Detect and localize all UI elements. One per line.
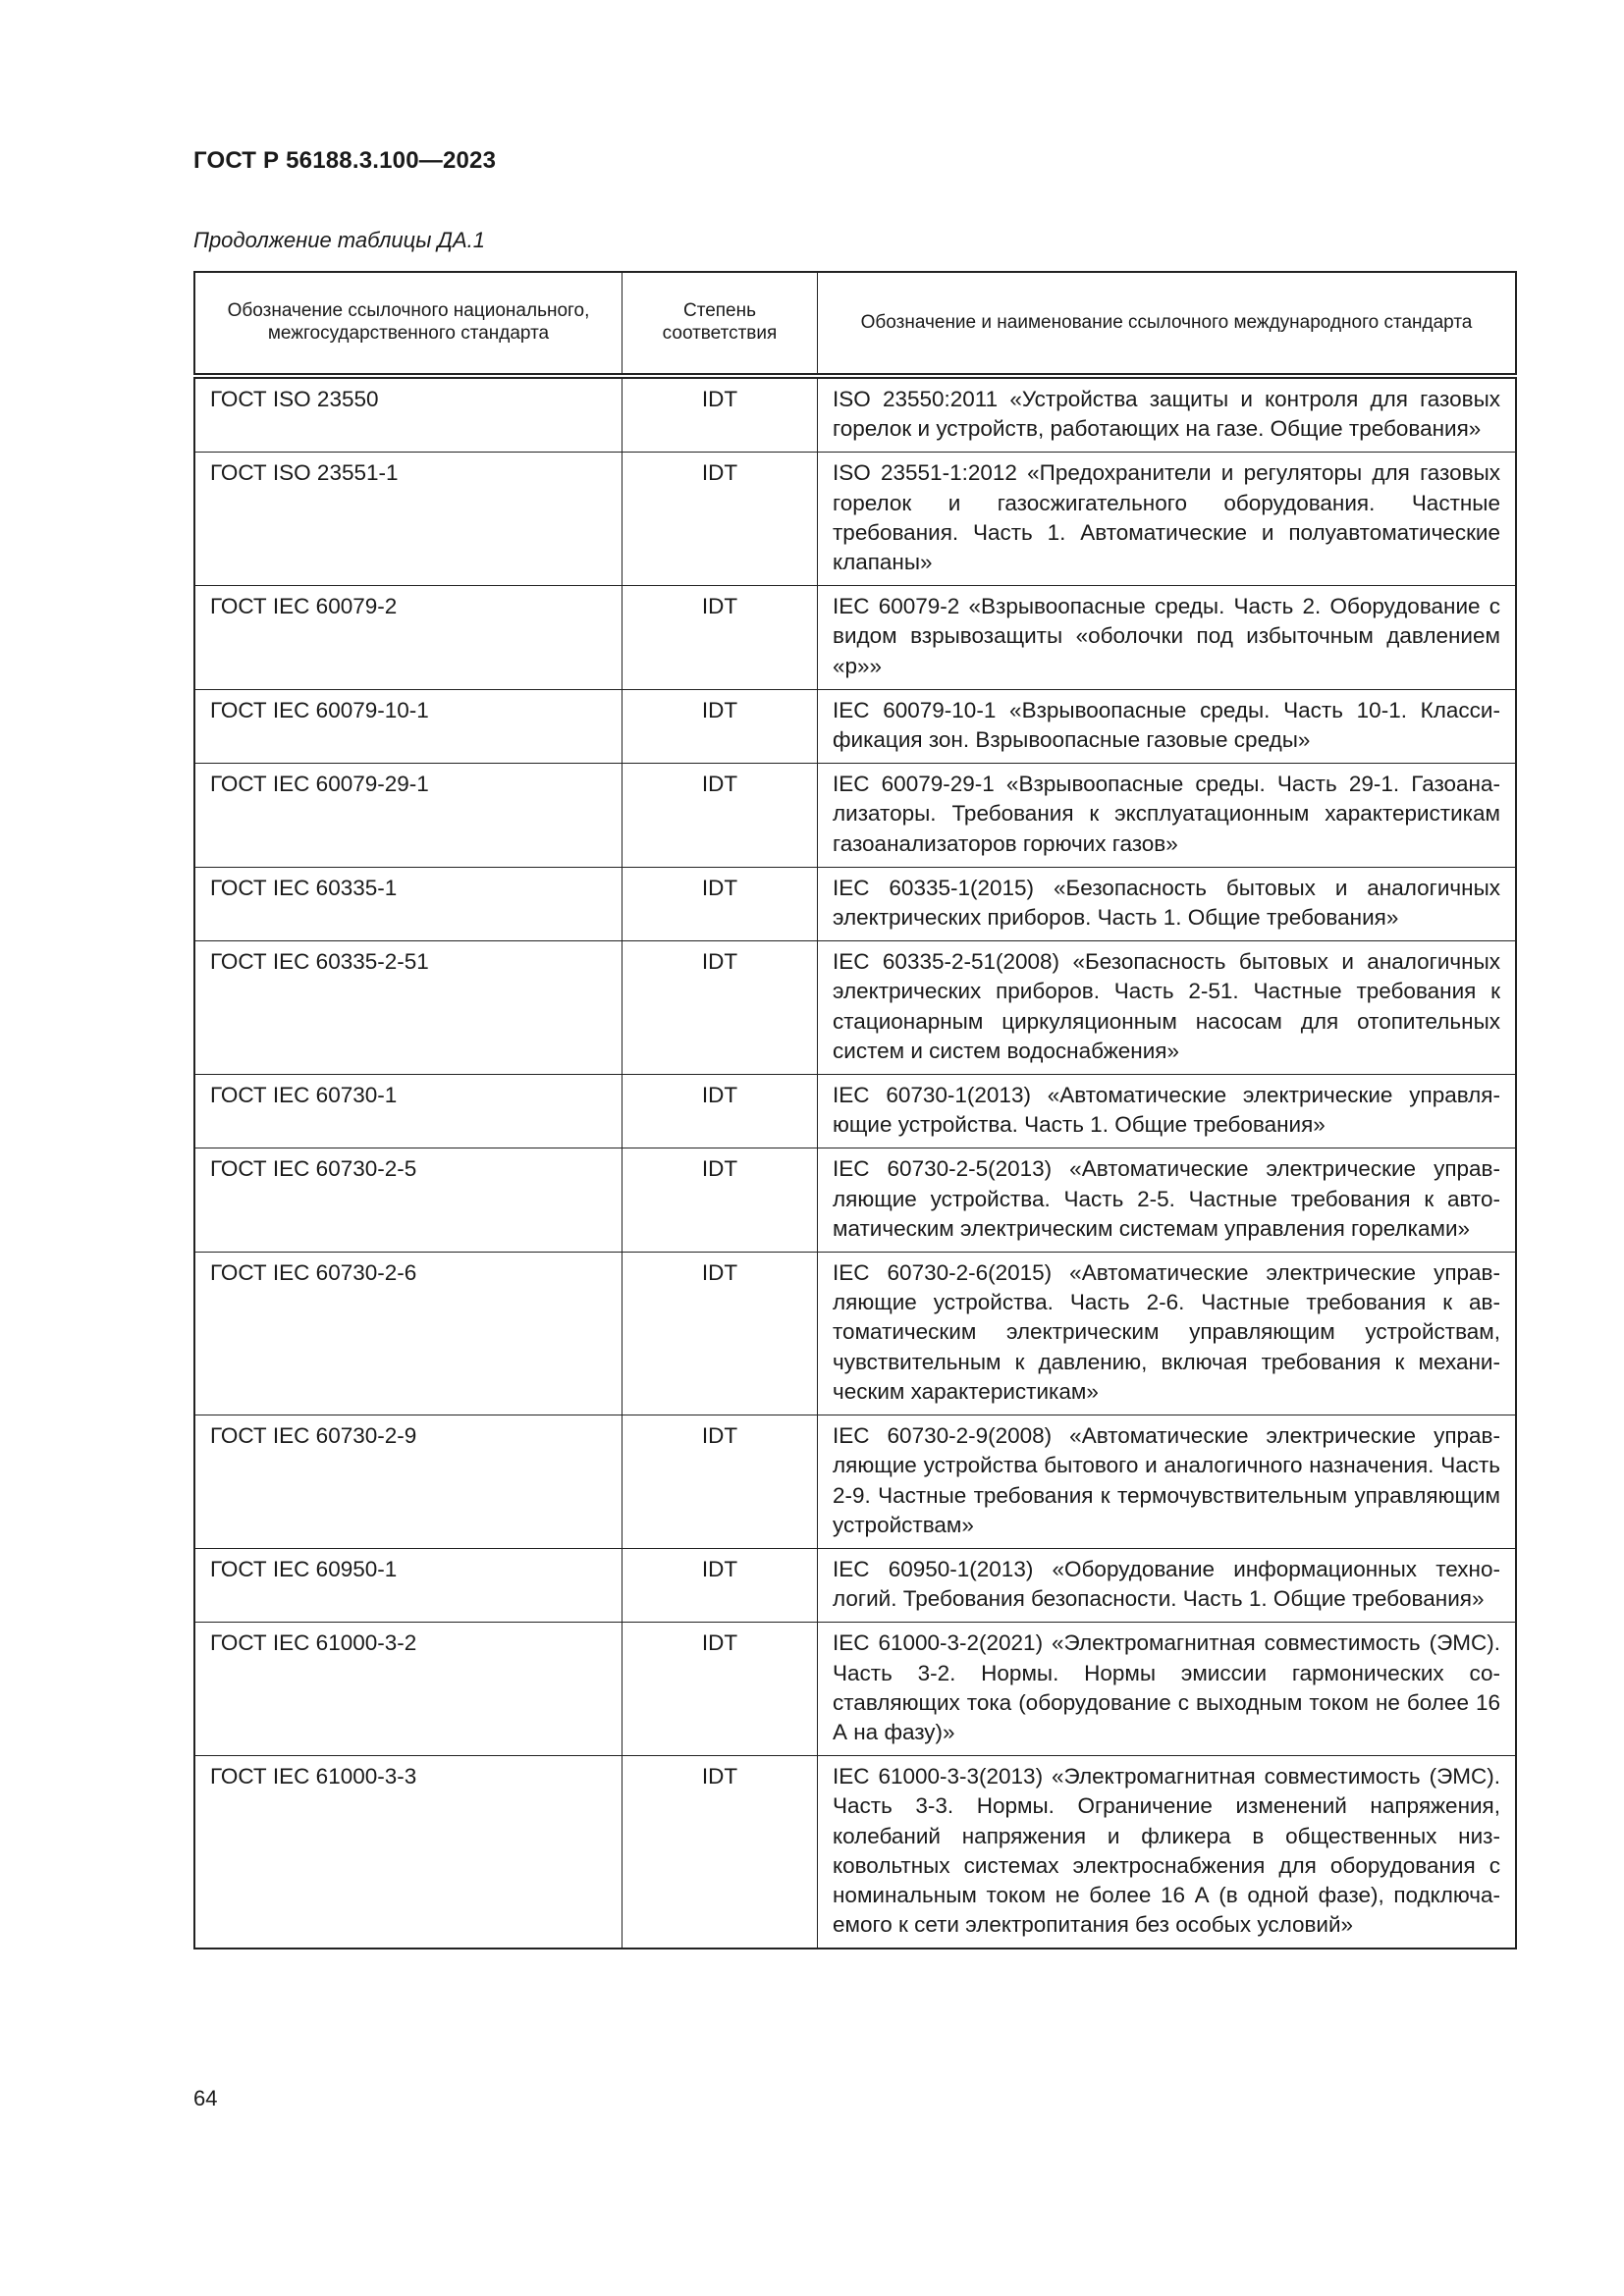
cell-international-standard: IEC 61000-3-3(2013) «Электромагнитная совместимость (ЭМС). Часть 3-3. Нормы. Ограничение изменений напряжения, колебаний напряжения и фликера в общественных низковольтных системах электроснабжения для оборудования с номинальным током не более 16 А (в одной фазе), подключаемого к сети электропитания без особых условий» (818, 1756, 1517, 1949)
cell-national-standard: ГОСТ IEC 60335-2-51 (194, 941, 623, 1075)
cell-degree: IDT (623, 1756, 818, 1949)
cell-degree: IDT (623, 1253, 818, 1415)
cell-national-standard: ГОСТ IEC 60079-10-1 (194, 689, 623, 763)
cell-national-standard: ГОСТ IEC 60730-2-9 (194, 1415, 623, 1549)
table-row (194, 376, 1516, 453)
cell-national-standard: ГОСТ IEC 61000-3-3 (194, 1756, 623, 1949)
table-row (194, 453, 1516, 586)
cell-degree: IDT (623, 1148, 818, 1253)
cell-international-standard: ISO 23551-1:2012 «Предохранители и регуляторы для газовых горелок и газосжигательного оборудования. Частные требования. Часть 1. Автоматические и полуавтоматические клапаны» (818, 453, 1517, 586)
cell-degree: IDT (623, 689, 818, 763)
table-row (194, 1415, 1516, 1549)
table-row (194, 867, 1516, 940)
page-number: 64 (193, 2086, 218, 2110)
table-row (194, 941, 1516, 1075)
reference-standards-table (193, 271, 1517, 1949)
cell-degree: IDT (623, 453, 818, 586)
cell-international-standard: IEC 60730-2-9(2008) «Автоматические электрические управляющие устройства бытового и аналогичного назначения. Часть 2-9. Частные требования к термочувствительным управляющим устройствам» (818, 1415, 1517, 1549)
cell-national-standard: ГОСТ IEC 60730-2-6 (194, 1253, 623, 1415)
cell-national-standard: ГОСТ IEC 60730-2-5 (194, 1148, 623, 1253)
table-row (194, 1756, 1516, 1949)
cell-national-standard: ГОСТ IEC 60950-1 (194, 1548, 623, 1622)
table-header (194, 272, 1516, 376)
cell-degree: IDT (623, 941, 818, 1075)
cell-international-standard: IEC 60730-2-5(2013) «Автоматические электрические управляющие устройства. Часть 2-5. Частные требования к автоматическим электрическим системам управления горелками» (818, 1148, 1517, 1253)
cell-degree: IDT (623, 376, 818, 453)
cell-international-standard: IEC 60730-2-6(2015) «Автоматические электрические управляющие устройства. Часть 2-6. Частные требования к автоматическим электрическим управляющим устройствам, чувствительным к давлению, включая требования к механическим характеристикам» (818, 1253, 1517, 1415)
cell-national-standard: ГОСТ IEC 61000-3-2 (194, 1623, 623, 1756)
cell-international-standard: IEC 61000-3-2(2021) «Электромагнитная совместимость (ЭМС). Часть 3-2. Нормы. Нормы эмиссии гармонических составляющих тока (оборудование с выходным током не более 16 А на фазу)» (818, 1623, 1517, 1756)
column-header-international-standard: Обозначение и наименование ссылочного международного стандарта (818, 272, 1517, 376)
cell-international-standard: ISO 23550:2011 «Устройства защиты и контроля для газовых горелок и устройств, работающих на газе. Общие требования» (818, 376, 1517, 453)
cell-international-standard: IEC 60950-1(2013) «Оборудование информационных технологий. Требования безопасности. Часть 1. Общие требования» (818, 1548, 1517, 1622)
table-row (194, 1075, 1516, 1148)
table-row (194, 1548, 1516, 1622)
column-header-national-standard: Обозначение ссылочного национального, межгосударственного стандарта (194, 272, 623, 376)
cell-degree: IDT (623, 1415, 818, 1549)
table-body (194, 376, 1516, 1949)
table-row (194, 764, 1516, 868)
table-row (194, 1148, 1516, 1253)
cell-degree: IDT (623, 1075, 818, 1148)
cell-international-standard: IEC 60335-2-51(2008) «Безопасность бытовых и аналогичных электрических приборов. Часть 2-51. Частные требования к стационарным циркуляционным насосам для отопительных систем и систем водоснабжения» (818, 941, 1517, 1075)
cell-international-standard: IEC 60335-1(2015) «Безопасность бытовых и аналогичных электрических приборов. Часть 1. Общие требования» (818, 867, 1517, 940)
table-caption: Продолжение таблицы ДА.1 (193, 228, 486, 252)
cell-degree: IDT (623, 764, 818, 868)
cell-degree: IDT (623, 1623, 818, 1756)
cell-national-standard: ГОСТ IEC 60335-1 (194, 867, 623, 940)
table-row (194, 1623, 1516, 1756)
cell-national-standard: ГОСТ IEC 60730-1 (194, 1075, 623, 1148)
table-row (194, 1253, 1516, 1415)
cell-national-standard: ГОСТ ISO 23550 (194, 376, 623, 453)
cell-degree: IDT (623, 867, 818, 940)
document-number: ГОСТ Р 56188.3.100—2023 (193, 147, 497, 174)
column-header-degree: Степень соответствия (623, 272, 818, 376)
cell-degree: IDT (623, 586, 818, 690)
cell-international-standard: IEC 60730-1(2013) «Автоматические электрические управляющие устройства. Часть 1. Общие требования» (818, 1075, 1517, 1148)
cell-degree: IDT (623, 1548, 818, 1622)
cell-national-standard: ГОСТ IEC 60079-29-1 (194, 764, 623, 868)
table-row (194, 689, 1516, 763)
cell-international-standard: IEC 60079-29-1 «Взрывоопасные среды. Часть 29-1. Газоанализаторы. Требования к эксплуатационным характеристикам газоанализаторов горючих газов» (818, 764, 1517, 868)
cell-international-standard: IEC 60079-10-1 «Взрывоопасные среды. Часть 10-1. Классификация зон. Взрывоопасные газовые среды» (818, 689, 1517, 763)
table-row (194, 586, 1516, 690)
cell-international-standard: IEC 60079-2 «Взрывоопасные среды. Часть 2. Оборудование с видом взрывозащиты «оболочки под избыточным давлением «р»» (818, 586, 1517, 690)
cell-national-standard: ГОСТ ISO 23551-1 (194, 453, 623, 586)
cell-national-standard: ГОСТ IEC 60079-2 (194, 586, 623, 690)
